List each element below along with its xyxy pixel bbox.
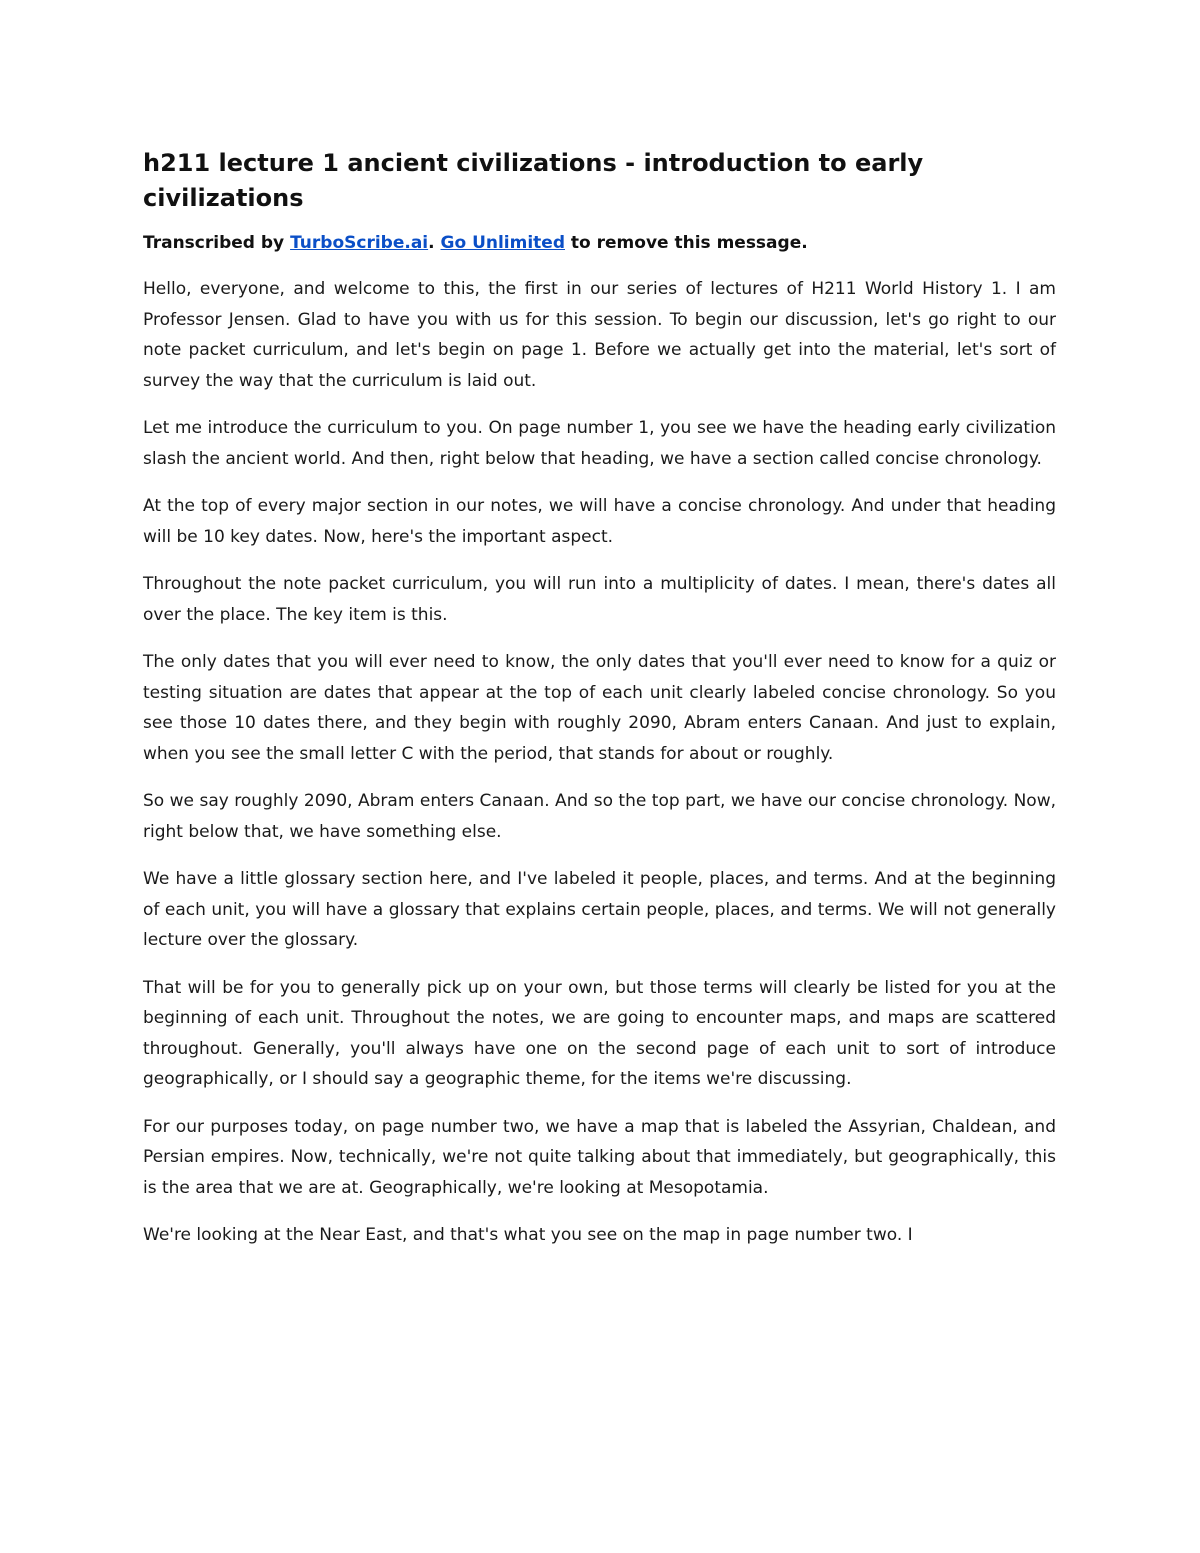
paragraph-6: So we say roughly 2090, Abram enters Canaan. And so the top part, we have our concise chronology. Now, right below that, we have something else. [143,791,1056,842]
document-title: h211 lecture 1 ancient civilizations - introduction to early civilizations [143,149,924,212]
paragraph-10: We're looking at the Near East, and that's what you see on the map in page number two. I [143,1225,913,1245]
notice-separator: . [428,233,441,253]
paragraph-4: Throughout the note packet curriculum, you will run into a multiplicity of dates. I mean, there's dates all over the place. The key item is this. [143,574,1056,625]
turboscribe-link[interactable]: TurboScribe.ai [290,233,429,253]
paragraph-8: That will be for you to generally pick up on your own, but those terms will clearly be listed for you at the beginning of each unit. Throughout the notes, we are going to encounter maps, and maps are scattered throughout. Generally, you'll always have one on the second page of each unit to sort of introduce geographically, or I should say a geographic theme, for the items we're discussing. [143,977,1056,1089]
paragraph-9: For our purposes today, on page number two, we have a map that is labeled the Assyrian, Chaldean, and Persian empires. Now, technically, we're not quite talking about that immediately, but geographically, this is the area that we are at. Geographically, we're looking at Mesopotamia. [143,1116,1056,1198]
document-page [143,146,1056,1251]
notice-prefix: Transcribed by [143,233,291,253]
notice-suffix: to remove this message. [565,233,808,253]
paragraph-5: The only dates that you will ever need to know, the only dates that you'll ever need to know for a quiz or testing situation are dates that appear at the top of each unit clearly labeled concise chronology. So you see those 10 dates there, and they begin with roughly 2090, Abram enters Canaan. And just to explain, when you see the small letter C with the period, that stands for about or roughly. [143,652,1056,764]
paragraph-7: We have a little glossary section here, and I've labeled it people, places, and terms. And at the beginning of each unit, you will have a glossary that explains certain people, places, and terms. We will not generally lecture over the glossary. [143,869,1056,950]
paragraph-1: Hello, everyone, and welcome to this, the first in our series of lectures of H211 World History 1. I am Professor Jensen. Glad to have you with us for this session. To begin our discussion, let's go right to our note packet curriculum, and let's begin on page 1. Before we actually get into the material, let's sort of survey the way that the curriculum is laid out. [143,279,1056,391]
go-unlimited-link[interactable]: Go Unlimited [440,233,565,253]
paragraph-3: At the top of every major section in our notes, we will have a concise chronology. And under that heading will be 10 key dates. Now, here's the important aspect. [143,496,1056,547]
transcription-notice [143,228,1056,258]
paragraph-2: Let me introduce the curriculum to you. On page number 1, you see we have the heading early civilization slash the ancient world. And then, right below that heading, we have a section called concise chronology. [143,418,1056,469]
